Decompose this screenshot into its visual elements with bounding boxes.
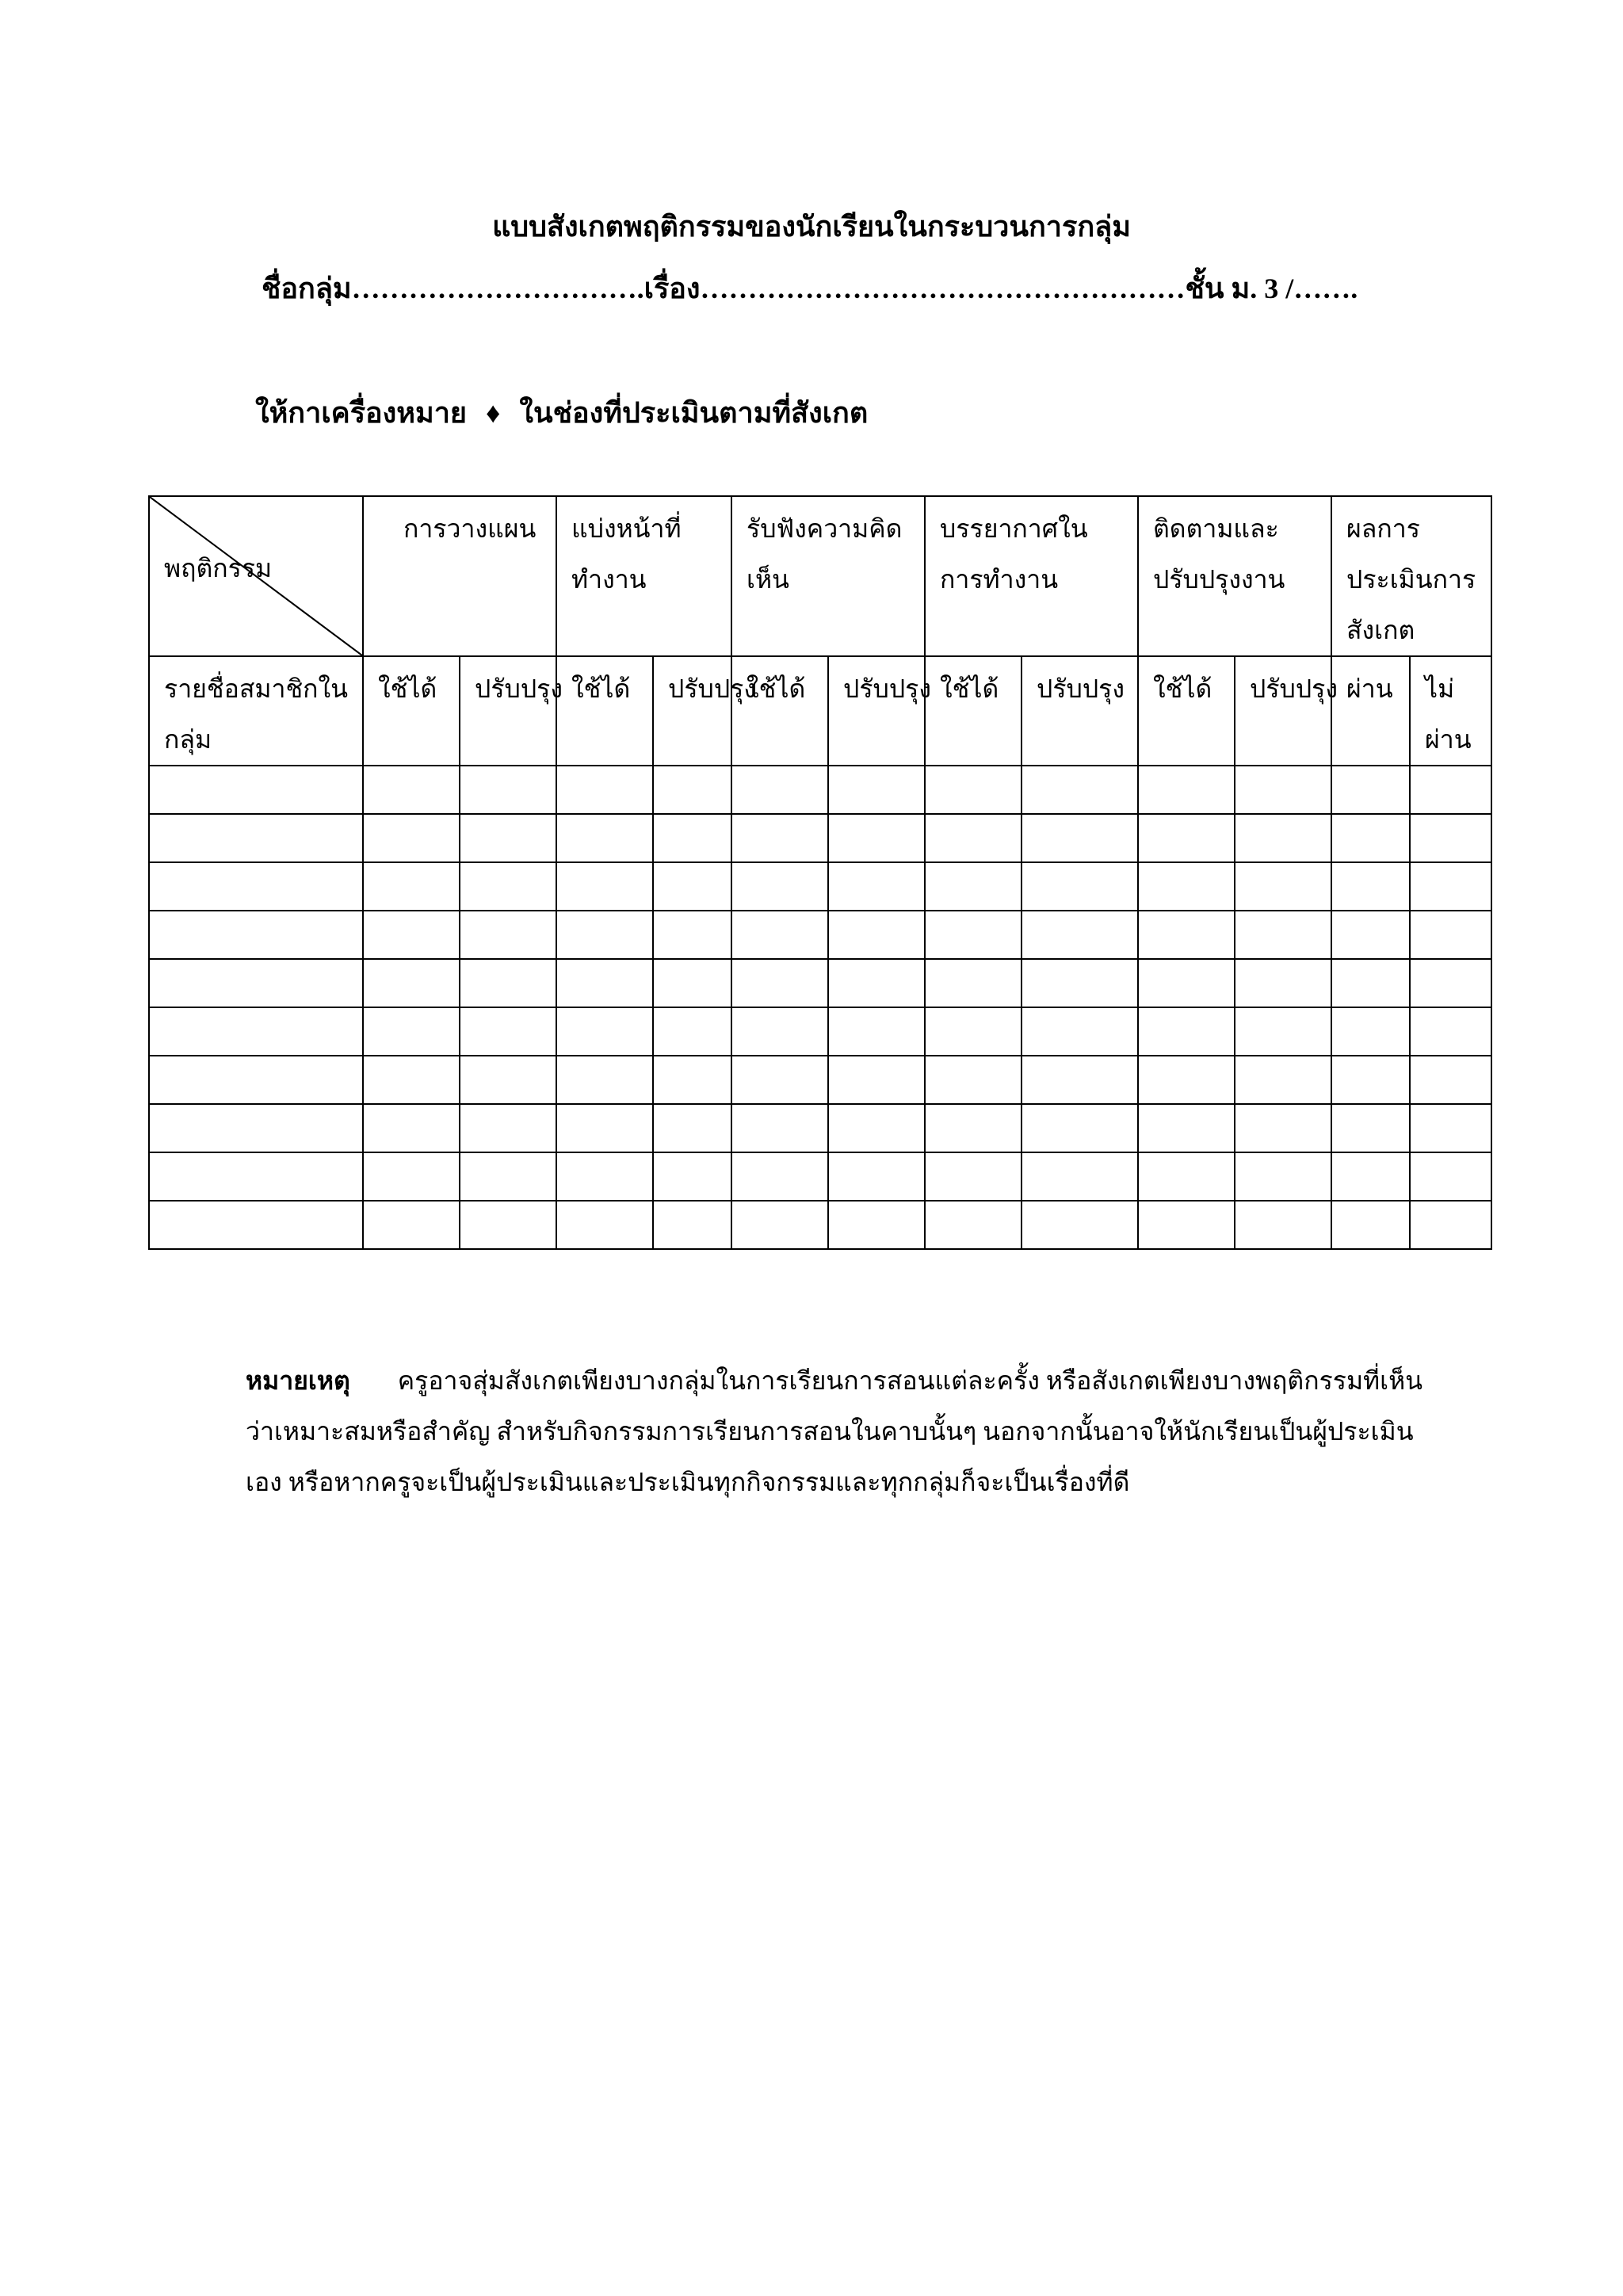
checkbox-cell[interactable] [925,766,1022,814]
checkbox-cell[interactable] [1022,766,1138,814]
checkbox-cell[interactable] [1235,1007,1331,1056]
group-header-listening: รับฟังความคิดเห็น [731,496,925,656]
checkbox-cell[interactable] [556,1201,653,1249]
checkbox-cell[interactable] [1410,814,1491,862]
checkbox-cell[interactable] [731,1056,828,1104]
group-header-atmosphere: บรรยากาศในการทำงาน [925,496,1138,656]
sub-header: ใช้ได้ [731,656,828,766]
checkbox-cell[interactable] [1235,1201,1331,1249]
checkbox-cell[interactable] [363,1104,460,1152]
table-row [149,1152,1491,1201]
checkbox-cell[interactable] [460,1007,556,1056]
checkbox-cell[interactable] [925,1201,1022,1249]
table-row [149,814,1491,862]
checkbox-cell[interactable] [925,862,1022,911]
checkbox-cell[interactable] [363,1201,460,1249]
checkbox-cell[interactable] [925,959,1022,1007]
checkbox-cell[interactable] [1235,766,1331,814]
checkbox-cell[interactable] [556,1104,653,1152]
checkbox-cell[interactable] [731,959,828,1007]
instruction-text: ให้กาเครื่องหมาย [255,397,468,429]
checkbox-cell[interactable] [731,862,828,911]
checkbox-cell[interactable] [653,1056,731,1104]
checkbox-cell[interactable] [363,959,460,1007]
checkbox-cell[interactable] [1022,959,1138,1007]
checkbox-cell[interactable] [1235,911,1331,959]
checkbox-cell[interactable] [653,814,731,862]
checkbox-cell[interactable] [925,814,1022,862]
note-label: หมายเหตุ [246,1366,350,1395]
table-row [149,959,1491,1007]
checkbox-cell[interactable] [1138,1104,1235,1152]
checkbox-cell[interactable] [925,1152,1022,1201]
checkbox-cell[interactable] [1410,766,1491,814]
table-row [149,1056,1491,1104]
checkbox-cell[interactable] [1410,1201,1491,1249]
checkbox-cell[interactable] [1235,814,1331,862]
checkbox-cell[interactable] [460,814,556,862]
checkbox-cell[interactable] [828,959,925,1007]
checkbox-cell[interactable] [1138,1152,1235,1201]
sub-header: ปรับปรุง [653,656,731,766]
checkbox-cell[interactable] [1410,1056,1491,1104]
checkbox-cell[interactable] [363,1056,460,1104]
checkbox-cell[interactable] [1331,1152,1410,1201]
checkbox-cell[interactable] [828,911,925,959]
checkbox-cell[interactable] [828,1104,925,1152]
checkbox-cell[interactable] [556,959,653,1007]
checkbox-cell[interactable] [363,911,460,959]
table-row [149,1007,1491,1056]
checkbox-cell[interactable] [1138,814,1235,862]
checkbox-cell[interactable] [556,1152,653,1201]
checkbox-cell[interactable] [363,1152,460,1201]
checkbox-cell[interactable] [1410,1152,1491,1201]
sub-header: ปรับปรุง [1235,656,1331,766]
checkbox-cell[interactable] [460,1152,556,1201]
checkbox-cell[interactable] [1331,911,1410,959]
checkbox-cell[interactable] [1331,1104,1410,1152]
member-name-cell[interactable] [149,862,363,911]
checkbox-cell[interactable] [1331,1056,1410,1104]
checkbox-cell[interactable] [925,1104,1022,1152]
checkbox-cell[interactable] [1138,766,1235,814]
member-name-cell[interactable] [149,1152,363,1201]
checkbox-cell[interactable] [1410,959,1491,1007]
sub-header: ปรับปรุง [460,656,556,766]
checkbox-cell[interactable] [653,1007,731,1056]
sub-header: ปรับปรุง [1022,656,1138,766]
checkbox-cell[interactable] [1022,911,1138,959]
instruction-text-after: ในช่องที่ประเมินตามที่สังเกต [519,397,869,429]
member-name-cell[interactable] [149,1056,363,1104]
group-header-followup: ติดตามและปรับปรุงงาน [1138,496,1331,656]
checkbox-cell[interactable] [731,1152,828,1201]
checkbox-cell[interactable] [460,959,556,1007]
group-header-duties: แบ่งหน้าที่ทำงาน [556,496,731,656]
checkbox-cell[interactable] [653,1104,731,1152]
checkbox-cell[interactable] [1022,1152,1138,1201]
checkbox-cell[interactable] [363,1007,460,1056]
checkbox-cell[interactable] [828,862,925,911]
checkbox-cell[interactable] [556,862,653,911]
group-header-planning: การวางแผน [363,496,556,656]
checkbox-cell[interactable] [1235,959,1331,1007]
note-section [246,1355,1442,1507]
checkbox-cell[interactable] [1022,1056,1138,1104]
checkbox-cell[interactable] [1235,1152,1331,1201]
checkbox-cell[interactable] [1022,814,1138,862]
checkbox-cell[interactable] [556,1007,653,1056]
member-name-cell[interactable] [149,959,363,1007]
checkbox-cell[interactable] [1022,862,1138,911]
checkbox-cell[interactable] [363,862,460,911]
checkbox-cell[interactable] [731,1104,828,1152]
checkbox-cell[interactable] [731,766,828,814]
checkbox-cell[interactable] [363,766,460,814]
checkbox-cell[interactable] [731,1007,828,1056]
sub-header: ผ่าน [1331,656,1410,766]
instruction-line [255,394,868,432]
sub-header: ใช้ได้ [556,656,653,766]
checkbox-cell[interactable] [653,766,731,814]
checkbox-cell[interactable] [556,1056,653,1104]
table-row [149,1201,1491,1249]
member-name-cell[interactable] [149,1104,363,1152]
checkbox-cell[interactable] [1138,1007,1235,1056]
checkbox-cell[interactable] [731,814,828,862]
table-row [149,766,1491,814]
checkbox-cell[interactable] [653,1152,731,1201]
checkbox-cell[interactable] [1022,1201,1138,1249]
checkbox-cell[interactable] [1235,862,1331,911]
checkbox-cell[interactable] [828,1152,925,1201]
checkbox-cell[interactable] [1331,814,1410,862]
checkbox-cell[interactable] [1410,911,1491,959]
sub-header: ใช้ได้ [363,656,460,766]
checkbox-cell[interactable] [1022,1104,1138,1152]
checkbox-cell[interactable] [460,1104,556,1152]
checkbox-cell[interactable] [1138,1201,1235,1249]
checkbox-cell[interactable] [460,1056,556,1104]
checkbox-cell[interactable] [460,766,556,814]
sub-header: ใช้ได้ [925,656,1022,766]
checkbox-cell[interactable] [653,959,731,1007]
sub-header: ปรับปรุง [828,656,925,766]
checkbox-cell[interactable] [556,814,653,862]
table-row [149,1104,1491,1152]
member-name-cell[interactable] [149,766,363,814]
corner-cell [149,496,363,656]
checkbox-cell[interactable] [1410,1104,1491,1152]
observation-table [148,495,1492,1250]
table-row [149,911,1491,959]
behavior-label: พฤติกรรม [164,554,273,583]
checkbox-cell[interactable] [363,814,460,862]
checkbox-cell[interactable] [1331,766,1410,814]
member-name-cell[interactable] [149,1201,363,1249]
checkbox-cell[interactable] [925,1056,1022,1104]
checkbox-cell[interactable] [828,1201,925,1249]
checkbox-cell[interactable] [460,862,556,911]
table-row [149,862,1491,911]
checkbox-cell[interactable] [1235,1104,1331,1152]
checkbox-cell[interactable] [1138,1056,1235,1104]
checkbox-cell[interactable] [460,1201,556,1249]
checkbox-cell[interactable] [1138,862,1235,911]
checkbox-cell[interactable] [1138,911,1235,959]
checkbox-cell[interactable] [460,911,556,959]
checkbox-cell[interactable] [653,862,731,911]
note-text: ครูอาจสุ่มสังเกตเพียงบางกลุ่มในการเรียนการสอนแต่ละครั้ง หรือสังเกตเพียงบางพฤติกรรมที่เห็นว่าเหมาะสมหรือสำคัญ สำหรับกิจกรรมการเรียนการสอนในคาบนั้นๆ นอกจากนั้นอาจให้นักเรียนเป็นผู้ประเมินเอง หรือหากครูจะเป็นผู้ประเมินและประเมินทุกกิจกรรมและทุกกลุ่มก็จะเป็นเรื่องที่ดี [246,1366,1423,1496]
checkbox-cell[interactable] [828,814,925,862]
sub-header: ใช้ได้ [1138,656,1235,766]
group-header-result: ผลการประเมินการสังเกต [1331,496,1491,656]
checkbox-cell[interactable] [556,766,653,814]
checkbox-cell[interactable] [828,1056,925,1104]
checkbox-cell[interactable] [731,911,828,959]
checkbox-cell[interactable] [1410,1007,1491,1056]
checkbox-cell[interactable] [653,1201,731,1249]
checkbox-cell[interactable] [1331,1201,1410,1249]
form-subtitle: ชื่อกลุ่ม………………………….เรื่อง……………………………………………ชั้น ม. 3 /……. [262,273,1358,304]
checkbox-cell[interactable] [1410,862,1491,911]
checkbox-cell[interactable] [653,911,731,959]
checkbox-cell[interactable] [1331,959,1410,1007]
member-name-cell[interactable] [149,911,363,959]
checkbox-cell[interactable] [1331,1007,1410,1056]
checkbox-cell[interactable] [731,1201,828,1249]
diamond-icon: ♦ [486,397,501,429]
checkbox-cell[interactable] [1235,1056,1331,1104]
checkbox-cell[interactable] [1022,1007,1138,1056]
checkbox-cell[interactable] [925,911,1022,959]
checkbox-cell[interactable] [828,1007,925,1056]
table-body [149,766,1491,1249]
member-name-cell[interactable] [149,814,363,862]
checkbox-cell[interactable] [925,1007,1022,1056]
member-name-cell[interactable] [149,1007,363,1056]
checkbox-cell[interactable] [828,766,925,814]
checkbox-cell[interactable] [1331,862,1410,911]
checkbox-cell[interactable] [1138,959,1235,1007]
form-title: แบบสังเกตพฤติกรรมของนักเรียนในกระบวนการกลุ่ม [492,211,1131,243]
member-list-header: รายชื่อสมาชิกในกลุ่ม [149,656,363,766]
sub-header: ไม่ผ่าน [1410,656,1491,766]
checkbox-cell[interactable] [556,911,653,959]
